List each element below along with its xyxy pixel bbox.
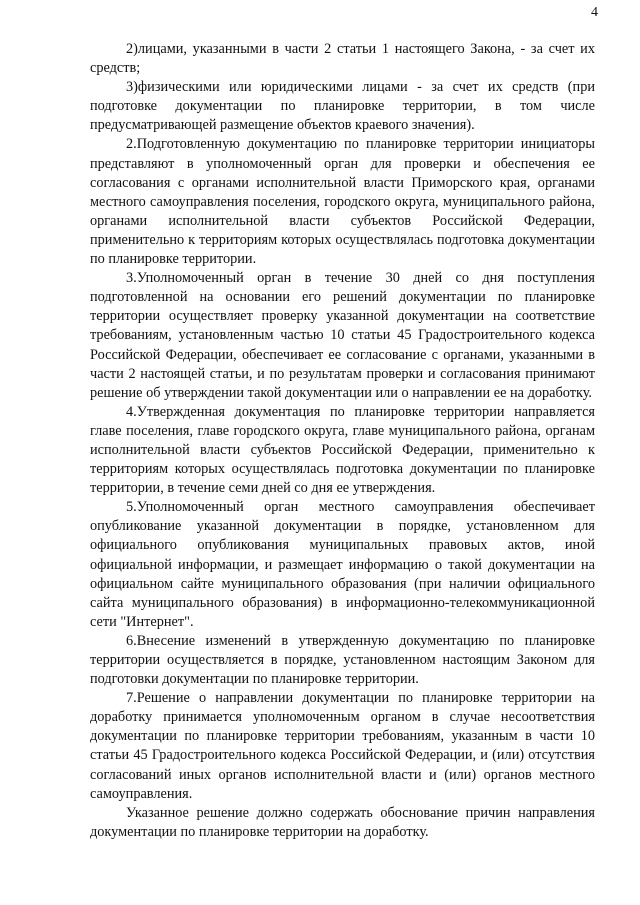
paragraph-part-5: 5.Уполномоченный орган местного самоуправления обеспечивает опубликование указанной документации в порядке, установленном для официального опубликования муниципальных правовых актов, иной официальной информации, и размещает информацию о такой документации на официальном сайте муниципального образования (при наличии официального сайта муниципального образования) в информационно-телекоммуникационной сети "Интернет".	[90, 499, 595, 630]
document-body	[90, 40, 595, 842]
page-number: 4	[591, 5, 598, 20]
paragraph-decision-content: Указанное решение должно содержать обоснование причин направления документации по планировке территории на доработку.	[90, 804, 595, 840]
paragraph-part-2: 2.Подготовленную документацию по планировке территории инициаторы представляют в уполномоченный орган для проверки и обеспечения ее согласования с органами исполнительной власти Приморского края, органами местного самоуправления поселения, городского округа, муниципального района, органами исполнительной власти субъектов Российской Федерации, применительно к территориям которых осуществлялась подготовка документации по планировке территории.	[90, 136, 595, 268]
paragraph-item-3: 3)физическими или юридическими лицами - за счет их средств (при подготовке документации по планировке территории, в том числе предусматривающей размещение объектов краевого значения).	[90, 79, 595, 134]
paragraph-part-4: 4.Утвержденная документация по планировке территории направляется главе поселения, главе городского округа, главе муниципального района, органам исполнительной власти субъектов Российской Федерации, применительно к территориям которых осуществлялась подготовка документации по планировке территории, в течение семи дней со дня ее утверждения.	[90, 403, 595, 497]
paragraph-part-3: 3.Уполномоченный орган в течение 30 дней со дня поступления подготовленной на основании его решений документации по планировке территории осуществляет проверку указанной документации на соответствие требованиям, установленным частью 10 статьи 45 Градостроительного кодекса Российской Федерации, обеспечивает ее согласование с органами, указанными в части 2 настоящей статьи, и по результатам проверки и согласования принимают решение об утверждении такой документации или о направлении ее на доработку.	[90, 270, 595, 401]
paragraph-part-7: 7.Решение о направлении документации по планировке территории на доработку принимается уполномоченным органом в случае несоответствия документации по планировке территории требованиям, указанным в части 10 статьи 45 Градостроительного кодекса Российской Федерации, и (или) отсутствия согласований иных органов исполнительной власти и (или) органов местного самоуправления.	[90, 690, 595, 802]
paragraph-part-6: 6.Внесение изменений в утвержденную документацию по планировке территории осуществляется в порядке, установленном настоящим Законом для подготовки документации по планировке территории.	[90, 632, 595, 688]
paragraph-item-2: 2)лицами, указанными в части 2 статьи 1 настоящего Закона, - за счет их средств;	[90, 41, 595, 77]
